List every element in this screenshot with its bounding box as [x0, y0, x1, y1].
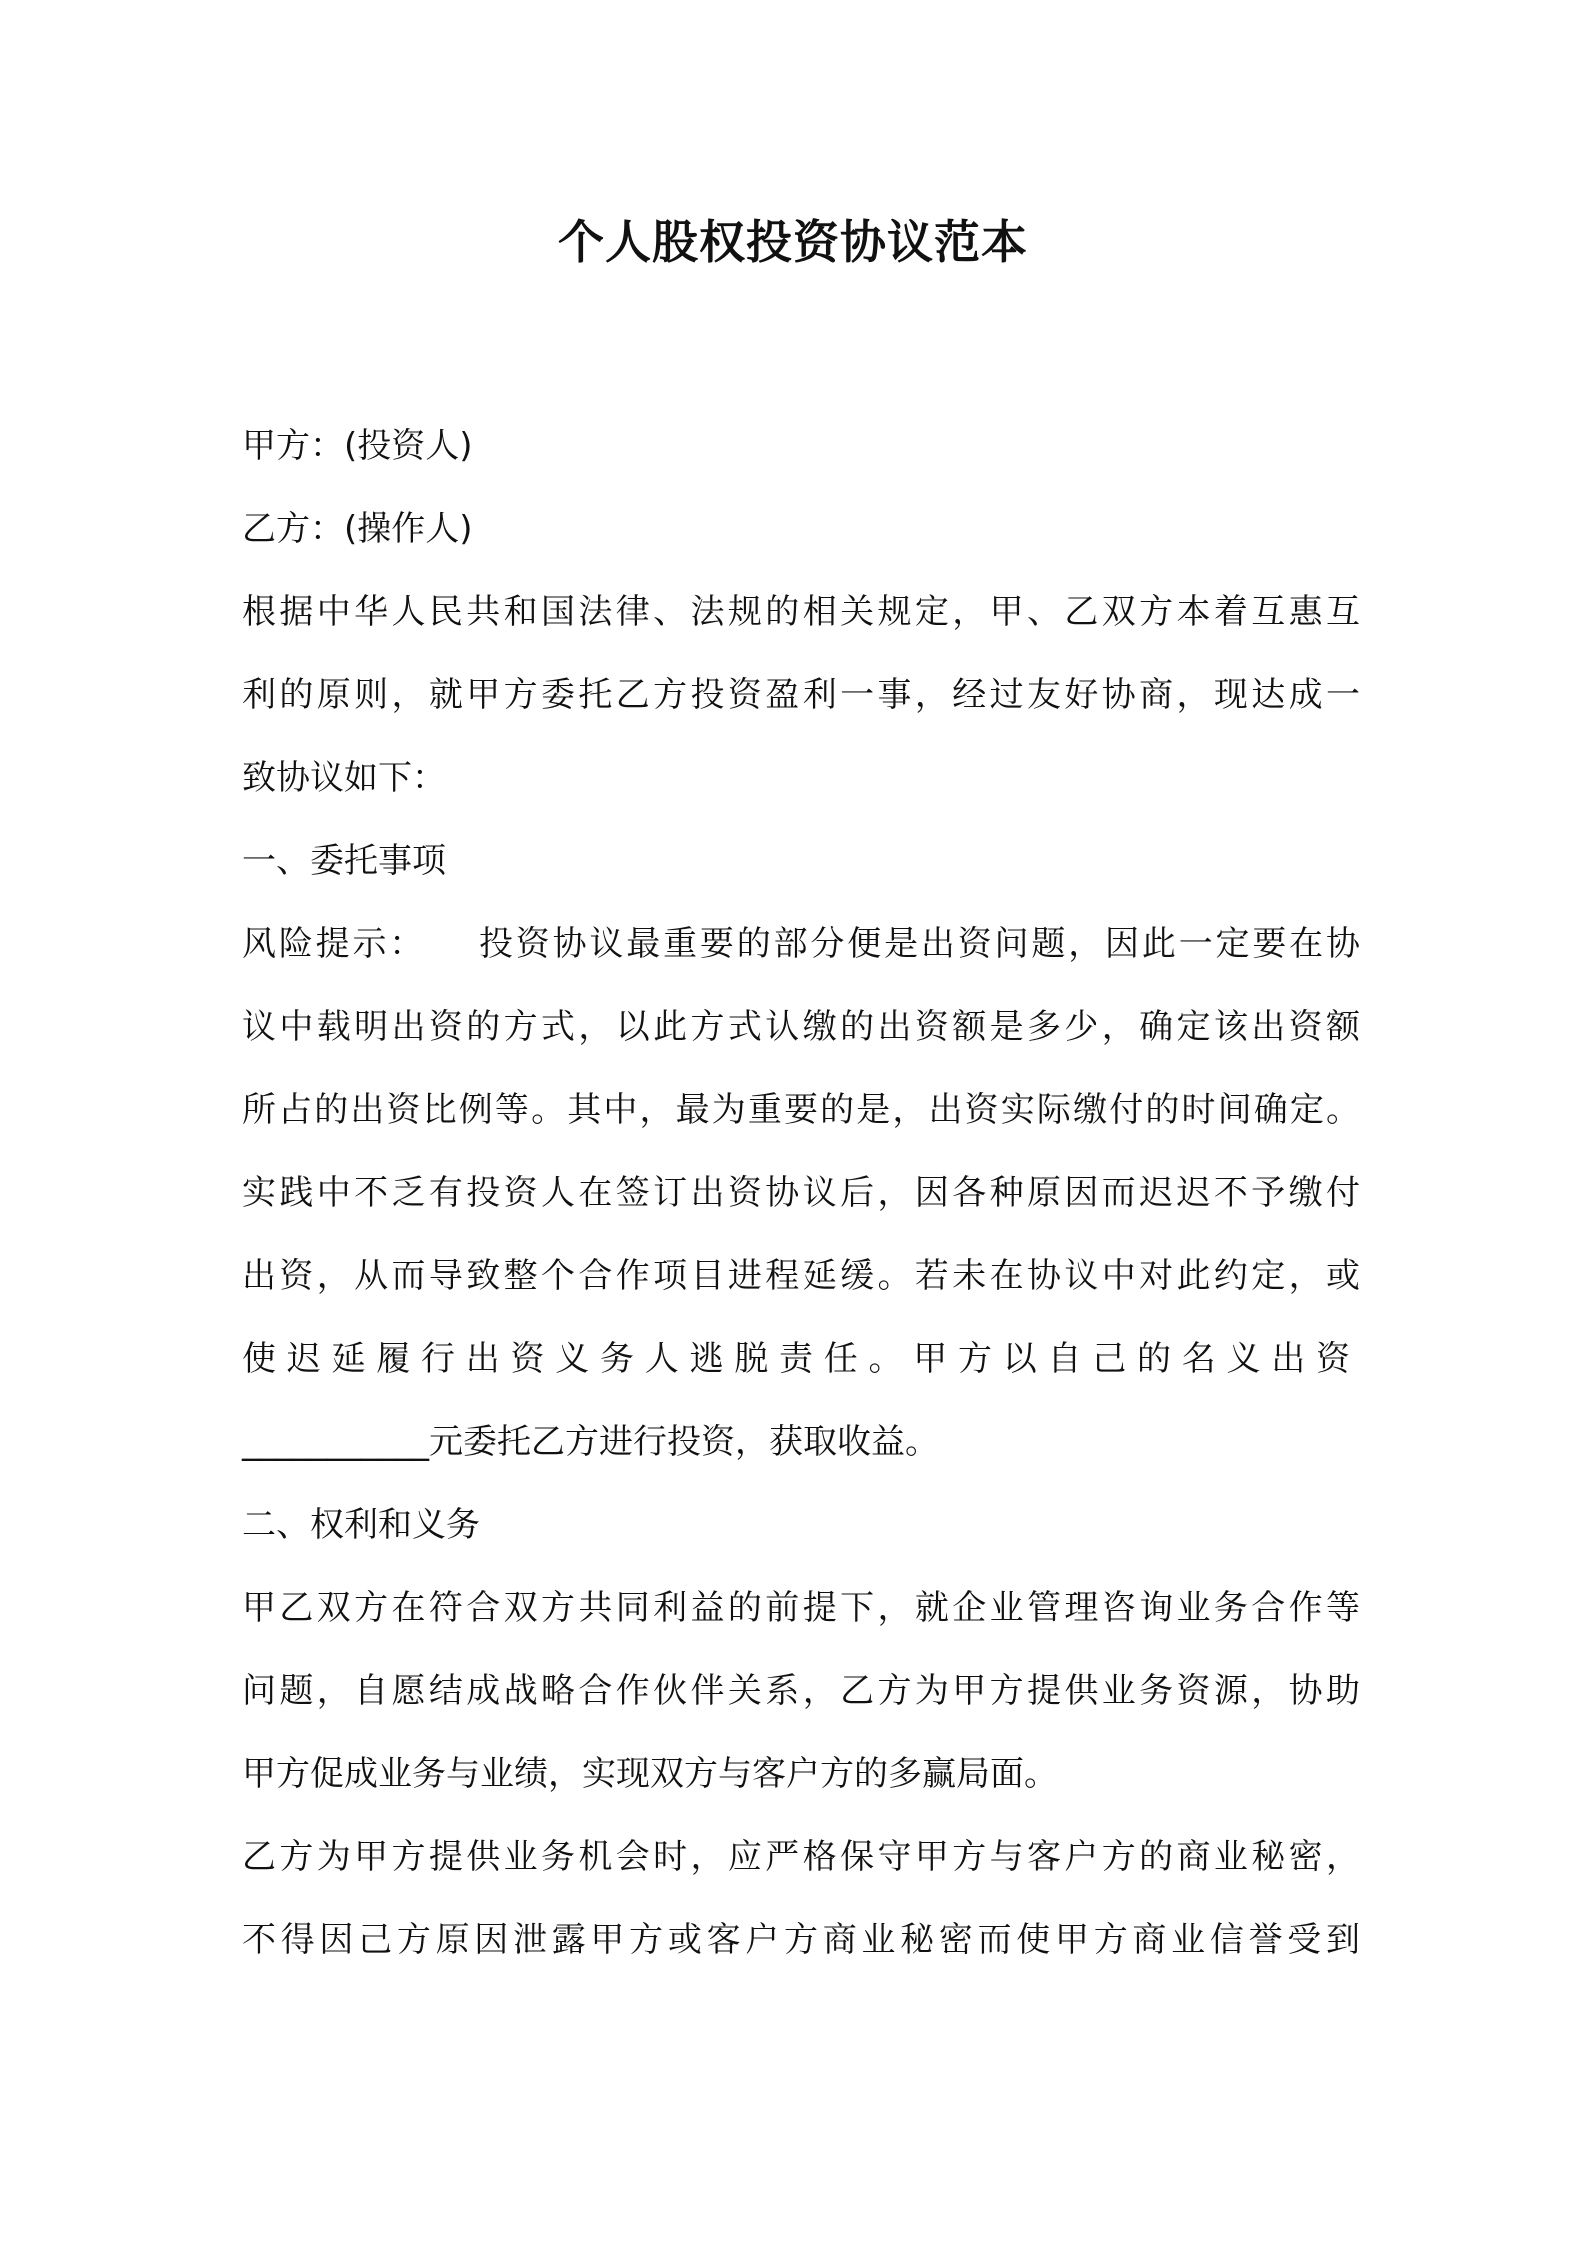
preamble-line: 致协议如下： — [242, 758, 446, 798]
section-1-heading: 一、委托事项 — [242, 841, 446, 881]
section-2-para1-line: 问题，自愿结成战略合作伙伴关系，乙方为甲方提供业务资源，协助 — [242, 1671, 1360, 1711]
risk-label: 风险提示： — [242, 924, 427, 964]
section-2-para1-line: 甲乙双方在符合双方共同利益的前提下，就企业管理咨询业务合作等 — [242, 1588, 1360, 1628]
preamble-line: 根据中华人民共和国法律、法规的相关规定，甲、乙双方本着互惠互 — [242, 592, 1360, 632]
party-b-line: 乙方：(操作人) — [242, 509, 473, 549]
amount-line — [242, 1401, 1360, 1484]
risk-line-text: 投资协议最重要的部分便是出资问题，因此一定要在协 — [476, 924, 1361, 964]
party-a-line: 甲方：(投资人) — [242, 426, 473, 466]
amount-blank: ___________ — [242, 1422, 429, 1462]
document-title: 个人股权投资协议范本 — [558, 215, 1028, 269]
risk-line: 实践中不乏有投资人在签订出资协议后，因各种原因而迟迟不予缴付 — [242, 1173, 1360, 1213]
amount-text: 元委托乙方进行投资，获取收益。 — [429, 1422, 939, 1462]
preamble-line: 利的原则，就甲方委托乙方投资盈利一事，经过友好协商，现达成一 — [242, 675, 1360, 715]
risk-line-first — [242, 903, 1360, 986]
risk-line: 出资，从而导致整个合作项目进程延缓。若未在协议中对此约定，或 — [242, 1256, 1360, 1296]
section-2-para1-line: 甲方促成业务与业绩，实现双方与客户方的多赢局面。 — [242, 1754, 1058, 1794]
section-2-para2-line: 乙方为甲方提供业务机会时，应严格保守甲方与客户方的商业秘密， — [242, 1837, 1360, 1877]
section-2-para2-line: 不得因己方原因泄露甲方或客户方商业秘密而使甲方商业信誉受到 — [242, 1920, 1360, 1960]
risk-line: 所占的出资比例等。其中，最为重要的是，出资实际缴付的时间确定。 — [242, 1090, 1360, 1130]
document-body — [242, 405, 1360, 1982]
risk-line: 议中载明出资的方式，以此方式认缴的出资额是多少，确定该出资额 — [242, 1007, 1360, 1047]
section-2-heading: 二、权利和义务 — [242, 1505, 480, 1545]
risk-line: 使迟延履行出资义务人逃脱责任。甲方以自己的名义出资 — [242, 1339, 1360, 1379]
